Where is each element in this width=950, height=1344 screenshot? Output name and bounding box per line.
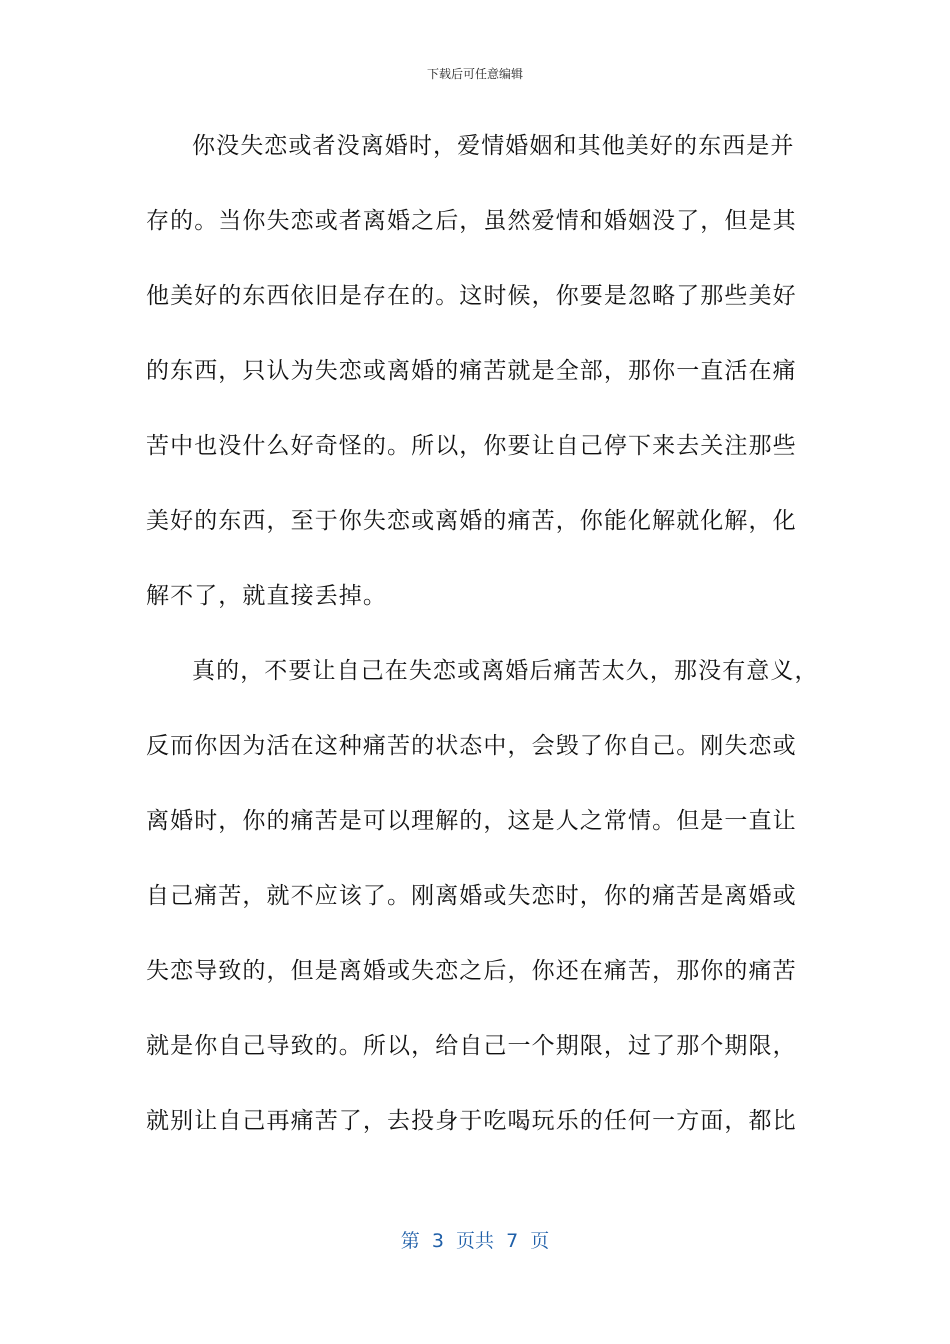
page-header: 下载后可任意编辑 bbox=[426, 67, 523, 81]
paragraph-2 bbox=[146, 641, 819, 1166]
text-line: 你没失恋或者没离婚时，爱情婚姻和其他美好的东西是并 bbox=[192, 133, 795, 159]
text-line: 离婚时，你的痛苦是可以理解的，这是人之常情。但是一直让 bbox=[146, 808, 797, 834]
text-line: 的东西，只认为失恋或离婚的痛苦就是全部，那你一直活在痛 bbox=[146, 358, 797, 384]
text-line: 苦中也没什么好奇怪的。所以，你要让自己停下来去关注那些 bbox=[146, 433, 797, 459]
text-line: 解不了，就直接丢掉。 bbox=[146, 583, 387, 609]
text-line: 美好的东西，至于你失恋或离婚的痛苦，你能化解就化解，化 bbox=[146, 508, 797, 534]
page-number-footer: 第 3 页共 7 页 bbox=[400, 1230, 550, 1252]
text-line: 失恋导致的，但是离婚或失恋之后，你还在痛苦，那你的痛苦 bbox=[146, 958, 797, 984]
text-line: 就是你自己导致的。所以，给自己一个期限，过了那个期限， bbox=[146, 1033, 797, 1059]
text-line: 反而你因为活在这种痛苦的状态中，会毁了你自己。刚失恋或 bbox=[146, 733, 797, 759]
text-line: 他美好的东西依旧是存在的。这时候，你要是忽略了那些美好 bbox=[146, 283, 797, 309]
paragraph-1 bbox=[146, 116, 806, 641]
text-line: 自己痛苦，就不应该了。刚离婚或失恋时，你的痛苦是离婚或 bbox=[146, 883, 797, 909]
text-line: 就别让自己再痛苦了，去投身于吃喝玩乐的任何一方面，都比 bbox=[146, 1108, 797, 1134]
text-line: 存的。当你失恋或者离婚之后，虽然爱情和婚姻没了，但是其 bbox=[146, 208, 797, 234]
text-line: 真的，不要让自己在失恋或离婚后痛苦太久，那没有意义， bbox=[192, 658, 819, 684]
document-body bbox=[146, 116, 819, 1166]
